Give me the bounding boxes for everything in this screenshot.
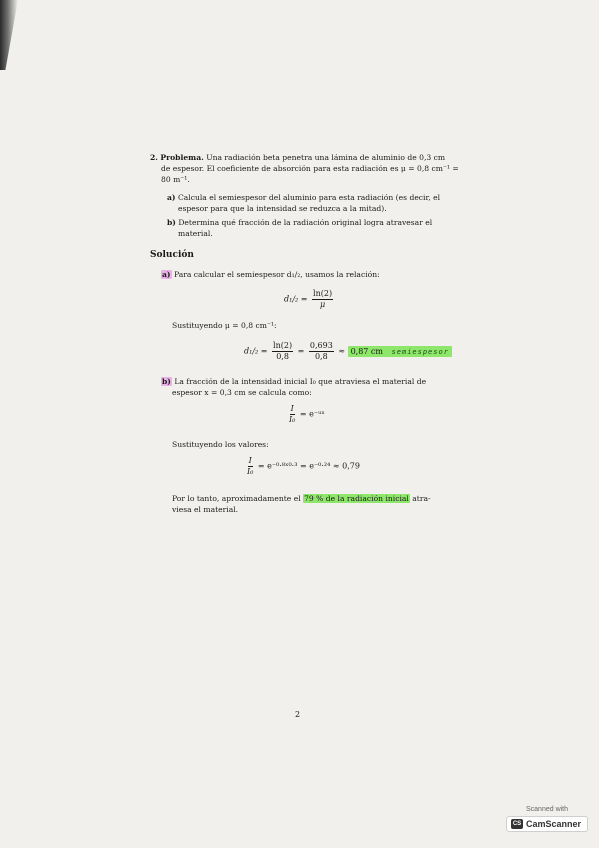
eq2-result-highlight bbox=[348, 346, 452, 357]
eq2-numerator-1: ln(2) bbox=[273, 341, 293, 350]
part-b-line-1 bbox=[167, 218, 432, 228]
equation-semiespesor-formula bbox=[284, 289, 335, 310]
solution-a-intro: Para calcular el semiespesor d₁/₂, usamos la relación: bbox=[173, 270, 380, 279]
solution-b-line-1 bbox=[161, 377, 426, 387]
equation-fraction-result bbox=[245, 456, 360, 477]
solution-b-label: b) bbox=[162, 377, 171, 386]
problem-title: Problema. bbox=[160, 153, 204, 162]
camscanner-watermark bbox=[506, 806, 588, 832]
part-a-text-2: espesor para que la intensidad se reduzca a la mitad). bbox=[178, 204, 387, 213]
solution-b-text-2: espesor x = 0,3 cm se calcula como: bbox=[172, 388, 312, 397]
eq2-numerator-2: 0,693 bbox=[309, 341, 333, 350]
page-number: 2 bbox=[295, 710, 301, 719]
eq1-denominator: μ bbox=[319, 300, 326, 309]
part-a-line-1 bbox=[167, 193, 440, 203]
eq3-numerator: I bbox=[290, 404, 294, 413]
camscanner-brand: CamScanner bbox=[526, 819, 582, 829]
eq1-lhs: d₁/₂ = bbox=[284, 294, 308, 304]
eq3-rhs: = e⁻ᵘˣ bbox=[299, 409, 325, 419]
solution-b-text-1: La fracción de la intensidad inicial I₀ que atraviesa el material de bbox=[174, 377, 427, 386]
eq2-lhs: d₁/₂ = bbox=[244, 346, 268, 356]
part-b-label: b) bbox=[167, 218, 176, 227]
conclusion-line-1 bbox=[172, 494, 431, 504]
problem-statement-1: Una radiación beta penetra una lámina de aluminio de 0,3 cm bbox=[206, 153, 446, 162]
eq3-fraction bbox=[289, 404, 295, 425]
eq4-denominator: I₀ bbox=[247, 467, 254, 476]
handwritten-note: semiespesor bbox=[391, 347, 449, 356]
eq2-fraction-1 bbox=[272, 341, 293, 362]
part-a-label: a) bbox=[167, 193, 176, 202]
eq1-fraction bbox=[312, 289, 333, 310]
eq2-fraction-2 bbox=[309, 341, 334, 362]
problem-statement-3: 80 m⁻¹. bbox=[161, 175, 190, 184]
conclusion-post: atra- bbox=[412, 494, 431, 503]
eq4-numerator: I bbox=[248, 456, 252, 465]
substitution-1: Sustituyendo μ = 0,8 cm⁻¹: bbox=[172, 321, 277, 330]
substitution-2: Sustituyendo los valores: bbox=[172, 440, 269, 449]
eq2-denominator-2: 0,8 bbox=[314, 352, 328, 361]
eq4-rhs: = e⁻⁰·⁸ˣ⁰·³ = e⁻⁰·²⁴ ≈ 0,79 bbox=[257, 461, 360, 471]
part-b-text-1: Determina qué fracción de la radiación original logra atravesar el bbox=[178, 218, 433, 227]
eq3-denominator: I₀ bbox=[289, 415, 296, 424]
problem-line-1 bbox=[150, 153, 445, 163]
conclusion-pre: Por lo tanto, aproximadamente el bbox=[172, 494, 301, 503]
eq2-equals: = bbox=[297, 346, 305, 356]
eq2-approx: ≈ bbox=[338, 346, 346, 356]
eq2-result: 0,87 cm bbox=[350, 346, 383, 356]
solution-a-intro-line bbox=[161, 270, 380, 280]
eq1-numerator: ln(2) bbox=[313, 289, 333, 298]
conclusion-highlight: 79 % de la radiación inicial bbox=[304, 494, 409, 503]
eq4-fraction bbox=[247, 456, 253, 477]
conclusion-line-2: viesa el material. bbox=[172, 505, 239, 514]
part-a-text-1: Calcula el semiespesor del aluminio para esta radiación (es decir, el bbox=[177, 193, 441, 202]
solution-a-label: a) bbox=[162, 270, 171, 279]
problem-number: 2. bbox=[150, 153, 158, 162]
part-b-text-2: material. bbox=[178, 229, 213, 238]
camscanner-icon: CS bbox=[512, 821, 522, 827]
equation-attenuation-law bbox=[287, 404, 325, 425]
equation-semiespesor-result bbox=[244, 341, 452, 362]
scanned-with-text: Scanned with bbox=[525, 806, 569, 813]
solution-heading: Solución bbox=[150, 250, 194, 260]
problem-statement-2: de espesor. El coeficiente de absorción para esta radiación es μ = 0,8 cm⁻¹ = bbox=[161, 164, 459, 173]
camscanner-logo bbox=[506, 816, 588, 832]
eq2-denominator-1: 0,8 bbox=[276, 352, 289, 361]
